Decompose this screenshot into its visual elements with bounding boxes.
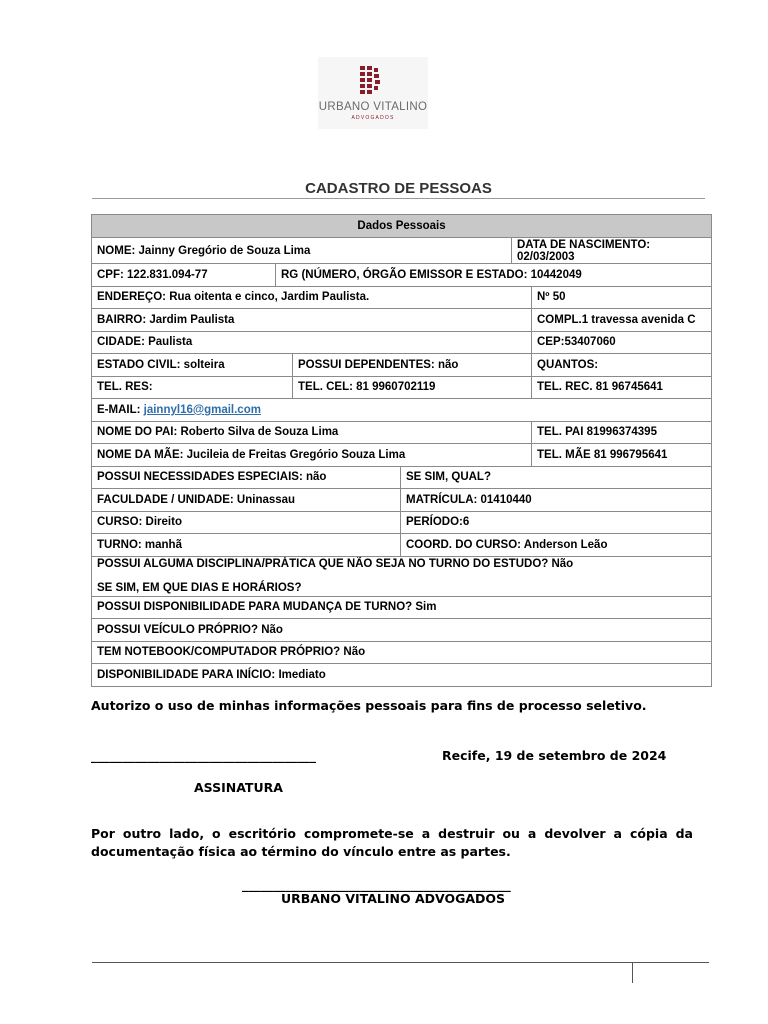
field-nome-mae: NOME DA MÃE: Jucileia de Freitas Gregório Souza Lima [92,444,532,467]
field-bairro: BAIRRO: Jardim Paulista [92,309,532,332]
field-nome-pai: NOME DO PAI: Roberto Silva de Souza Lima [92,421,532,444]
signature-label: ASSINATURA [194,780,283,795]
field-cidade: CIDADE: Paulista [92,331,532,354]
page-title: CADASTRO DE PESSOAS [305,180,492,197]
authorization-text: Autorizo o uso de minhas informações pessoais para fins de processo seletivo. [91,698,647,713]
field-se-sim-qual: SE SIM, QUAL? [401,466,712,489]
logo-mark-icon [358,65,384,95]
field-estado-civil: ESTADO CIVIL: solteira [92,354,293,377]
email-link[interactable]: jainnyl16@gmail.com [143,403,261,416]
field-tel-res: TEL. RES: [92,376,293,399]
field-faculdade: FACULDADE / UNIDADE: Uninassau [92,489,401,512]
field-numero: Nº 50 [532,286,712,309]
field-data-nascimento: DATA DE NASCIMENTO: 02/03/2003 [512,238,712,264]
field-coordenador: COORD. DO CURSO: Anderson Leão [401,534,712,557]
field-dependentes: POSSUI DEPENDENTES: não [293,354,532,377]
footer-divider [92,962,709,963]
field-notebook: TEM NOTEBOOK/COMPUTADOR PRÓPRIO? Não [92,641,712,664]
footer-tick [632,963,633,983]
field-matricula: MATRÍCULA: 01410440 [401,489,712,512]
field-disponibilidade-inicio: DISPONIBILIDADE PARA INÍCIO: Imediato [92,664,712,687]
firm-signature-line: ___________________________________________ [242,877,511,892]
logo-name: URBANO VITALINO [318,101,428,113]
firm-name: URBANO VITALINO ADVOGADOS [280,891,506,906]
field-email [92,399,712,422]
field-curso: CURSO: Direito [92,511,401,534]
disciplina-question: POSSUI ALGUMA DISCIPLINA/PRÁTICA QUE NÃO SEJA NO TURNO DO ESTUDO? Não [97,557,574,570]
personal-data-form [91,214,712,687]
field-tel-mae: TEL. MÃE 81 996795641 [532,444,712,467]
logo-subtitle: ADVOGADOS [351,115,395,121]
disciplina-dias: SE SIM, EM QUE DIAS E HORÁRIOS? [97,581,302,594]
field-quantos: QUANTOS: [532,354,712,377]
title-divider [92,198,705,199]
field-periodo: PERÍODO:6 [401,511,712,534]
field-rg: RG (NÚMERO, ÓRGÃO EMISSOR E ESTADO: 10442049 [276,264,712,287]
field-endereco: ENDEREÇO: Rua oitenta e cinco, Jardim Paulista. [92,286,532,309]
field-disciplina [92,556,712,596]
field-mudanca-turno: POSSUI DISPONIBILIDADE PARA MUDANÇA DE TURNO? Sim [92,596,712,619]
field-nome: NOME: Jainny Gregório de Souza Lima [92,238,512,264]
field-cep: CEP:53407060 [532,331,712,354]
field-veiculo: POSSUI VEÍCULO PRÓPRIO? Não [92,619,712,642]
email-label: E-MAIL: [97,403,144,416]
commitment-paragraph: Por outro lado, o escritório compromete-se a destruir ou a devolver a cópia da documentação física ao término do vínculo entre as partes. [91,826,693,859]
field-necessidades-especiais: POSSUI NECESSIDADES ESPECIAIS: não [92,466,401,489]
signature-line: ____________________________________ [91,748,316,763]
field-tel-rec: TEL. REC. 81 96745641 [532,376,712,399]
field-cpf: CPF: 122.831.094-77 [92,264,276,287]
field-tel-pai: TEL. PAI 81996374395 [532,421,712,444]
place-date: Recife, 19 de setembro de 2024 [442,748,667,763]
field-tel-cel: TEL. CEL: 81 9960702119 [293,376,532,399]
field-complemento: COMPL.1 travessa avenida C [532,309,712,332]
firm-logo [318,57,428,129]
field-turno: TURNO: manhã [92,534,401,557]
form-section-header: Dados Pessoais [92,215,712,238]
